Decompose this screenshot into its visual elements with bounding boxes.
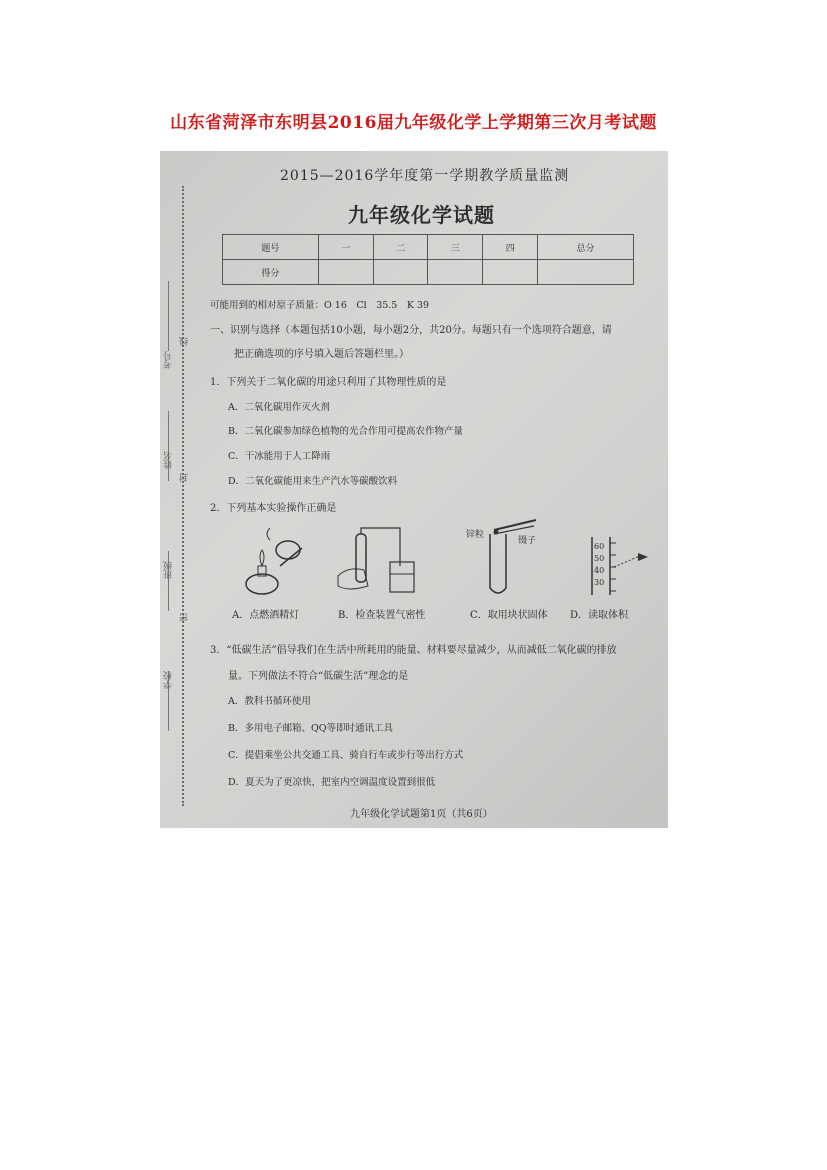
figure-caption-b: B．检查装置气密性 bbox=[338, 610, 426, 621]
margin-label-seal: 封 bbox=[180, 473, 190, 482]
table-cell: 一 bbox=[318, 235, 373, 260]
sheet-title: 2015—2016学年度第一学期教学质量监测 bbox=[280, 168, 570, 184]
table-cell bbox=[373, 260, 428, 285]
zinc-label: 锌粒 bbox=[466, 530, 485, 540]
margin-label-school: 学校 bbox=[164, 671, 174, 689]
score-table bbox=[222, 234, 634, 285]
tweezers-label: 镊子 bbox=[518, 536, 537, 546]
test-tube-figure bbox=[476, 516, 546, 601]
question-3-option-a: A．教科书循环使用 bbox=[228, 696, 311, 707]
airtightness-figure bbox=[328, 526, 418, 601]
question-2-stem: 2．下列基本实验操作正确是 bbox=[210, 503, 337, 514]
section1-instructions: 一、识别与选择（本题包括10小题，每小题2分，共20分。每题只有一个选项符合题意，请 bbox=[210, 325, 612, 336]
question-1-option-b: B．二氧化碳参加绿色植物的光合作用可提高农作物产量 bbox=[228, 426, 463, 437]
figure-caption-c: C．取用块状固体 bbox=[470, 610, 548, 621]
question-3-option-b: B．多用电子邮箱、QQ等即时通讯工具 bbox=[228, 723, 394, 734]
section1-instructions-cont: 把正确选项的序号填入题后答题栏里。） bbox=[234, 349, 409, 360]
exam-photo bbox=[160, 151, 668, 828]
margin-line bbox=[168, 281, 169, 351]
table-cell: 得分 bbox=[223, 260, 319, 285]
scale-tick: 30 bbox=[594, 578, 605, 587]
table-cell bbox=[428, 260, 483, 285]
question-1-option-a: A．二氧化碳用作灭火剂 bbox=[228, 402, 330, 413]
binding-dotted-line bbox=[182, 186, 184, 806]
margin-line bbox=[168, 551, 169, 611]
question-3-option-d: D．夏天为了更凉快，把室内空调温度设置到很低 bbox=[228, 777, 436, 788]
question-3-stem-cont: 量。下列做法不符合“低碳生活”理念的是 bbox=[228, 671, 409, 682]
margin-line bbox=[168, 411, 169, 481]
figure-caption-d: D．读取体积 bbox=[570, 610, 629, 621]
exam-title: 九年级化学试题 bbox=[348, 203, 495, 227]
scale-tick: 60 bbox=[594, 542, 605, 551]
question-1-option-d: D．二氧化碳能用来生产汽水等碳酸饮料 bbox=[228, 476, 398, 487]
margin-label-line: 线 bbox=[180, 337, 190, 346]
table-cell: 二 bbox=[373, 235, 428, 260]
table-cell: 三 bbox=[428, 235, 483, 260]
scale-tick: 40 bbox=[594, 566, 605, 575]
atomic-masses: 可能用到的相对原子质量：O 16 Cl 35.5 K 39 bbox=[210, 300, 430, 311]
page-footer: 九年级化学试题第1页（共6页） bbox=[350, 809, 493, 820]
table-row bbox=[223, 260, 634, 285]
document-title: 山东省菏泽市东明县2016届九年级化学上学期第三次月考试题 bbox=[170, 113, 657, 133]
table-cell bbox=[538, 260, 634, 285]
table-cell: 题号 bbox=[223, 235, 319, 260]
question-3-option-c: C．提倡乘坐公共交通工具、骑自行车或步行等出行方式 bbox=[228, 750, 464, 761]
margin-label-secret: 密 bbox=[180, 613, 190, 622]
question-3-stem: 3．“低碳生活”倡导我们在生活中所耗用的能量、材料要尽量减少，从而减低二氧化碳的排放 bbox=[210, 645, 617, 656]
alcohol-lamp-figure bbox=[240, 526, 312, 601]
table-cell bbox=[483, 260, 538, 285]
question-1-stem: 1．下列关于二氧化碳的用途只利用了其物理性质的是 bbox=[210, 377, 447, 388]
table-row bbox=[223, 235, 634, 260]
table-cell: 四 bbox=[483, 235, 538, 260]
margin-label-class: 班级 bbox=[164, 561, 174, 579]
table-cell bbox=[318, 260, 373, 285]
scale-tick: 50 bbox=[594, 554, 605, 563]
graduated-cylinder-figure bbox=[586, 535, 656, 597]
margin-label-exam-no: 考号 bbox=[164, 351, 174, 369]
margin-label-name: 姓名 bbox=[164, 451, 174, 469]
table-cell: 总分 bbox=[538, 235, 634, 260]
figure-caption-a: A．点燃酒精灯 bbox=[232, 610, 300, 621]
question-1-option-c: C．干冰能用于人工降雨 bbox=[228, 451, 331, 462]
